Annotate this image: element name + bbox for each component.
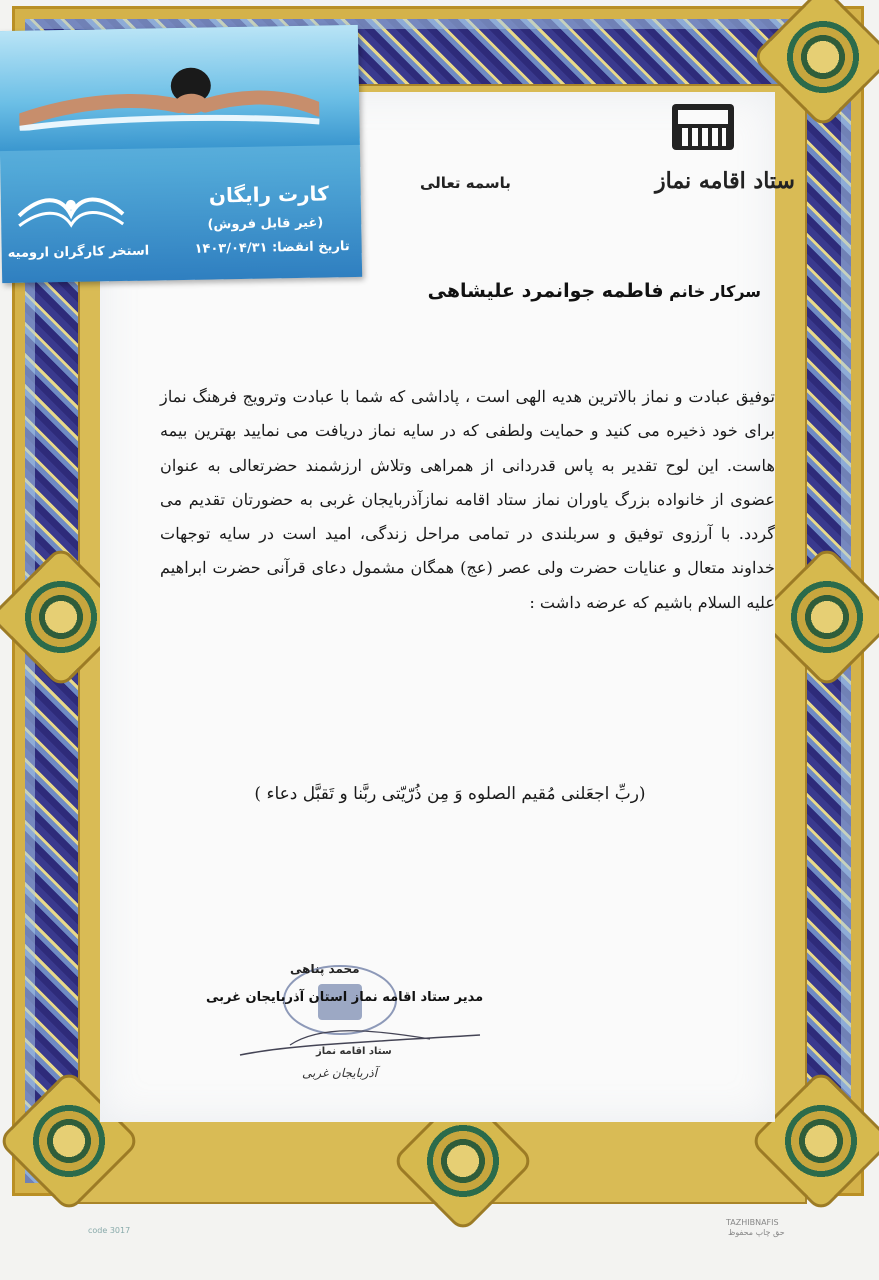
card-expiry-label: تاریخ انقضا: bbox=[271, 239, 350, 256]
stamp-line-2: آذربایجان غربی bbox=[302, 1066, 378, 1080]
signatory-name: محمد پناهی bbox=[290, 962, 360, 976]
card-subtitle: (غیر قابل فروش) bbox=[207, 215, 324, 233]
pool-logo-icon bbox=[11, 194, 132, 236]
signatory-title: مدیر ستاد اقامه نماز استان آذربایجان غربی bbox=[206, 990, 484, 1005]
card-title: کارت رایگان bbox=[208, 181, 329, 208]
footer-brand: TAZHIBNAFIS bbox=[726, 1218, 779, 1227]
card-organization: استخر کارگران ارومیه bbox=[7, 243, 150, 262]
basmala: باسمه تعالی bbox=[420, 174, 511, 192]
card-expiry bbox=[194, 239, 349, 257]
swimmer-icon bbox=[18, 56, 319, 131]
footer-note: حق چاپ محفوظ bbox=[728, 1228, 785, 1237]
recipient-prefix: سرکار خانم bbox=[669, 282, 761, 301]
footer-code: code 3017 bbox=[88, 1226, 131, 1235]
card-swimmer-photo bbox=[0, 25, 360, 151]
recipient-name: فاطمه جوانمرد علیشاهی bbox=[427, 280, 664, 302]
free-pass-card bbox=[0, 25, 362, 283]
stamp-line-1: ستاد اقامه نماز bbox=[316, 1046, 392, 1057]
quranic-verse: (ربِّ اجعَلنی مُقیم الصلوه وَ مِن ذُرّیّتی ربَّنا و تَقبَّل دعاء ) bbox=[254, 784, 646, 804]
certificate-body: توفیق عبادت و نماز بالاترین هدیه الهی است ، پاداشی که شما با عبادت وترویج فرهنگ نماز برای خود ذخیره می کنید و حمایت ولطفی که در سایه نماز دریافت می نمایید بهترین بیمه هاست. این لوح تقدیر به پاس قدردانی از همراهی وتلاش ارزشمند حضرتعالی به عنوان عضوی از خانواده بزرگ یاوران نماز ستاد اقامه نمازآذربایجان غربی به حضورتان تقدیم می گردد. با آرزوی توفیق و سربلندی در تمامی مراحل زندگی، امید است در سایه توجهات خداوند متعال و عنایات حضرت ولی عصر (عج) همگان مشمول دعای قرآنی حضرت ابراهیم علیه السلام باشیم که عرضه داشت : bbox=[160, 387, 775, 612]
headquarters-logo-text: ستاد اقامه نماز bbox=[655, 168, 795, 194]
card-expiry-date: ۱۴۰۳/۰۴/۳۱ bbox=[194, 240, 268, 257]
recipient-line bbox=[428, 280, 761, 302]
